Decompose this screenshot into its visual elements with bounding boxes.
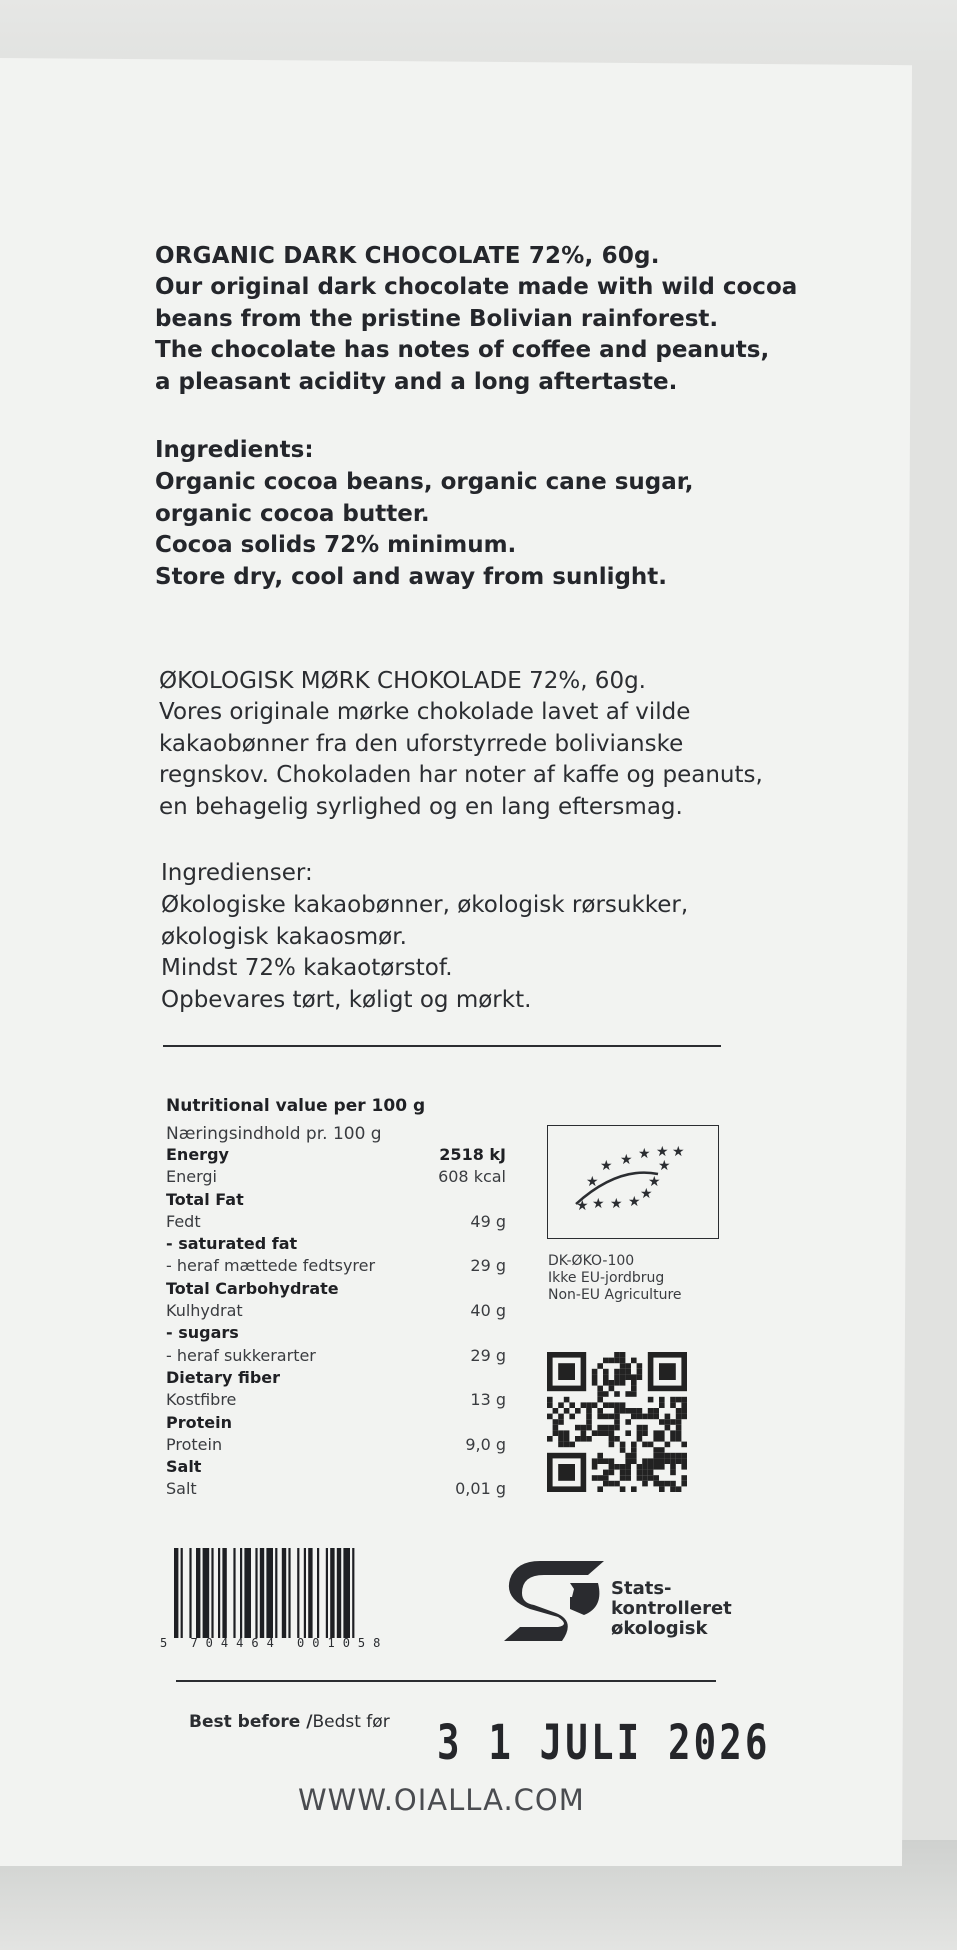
nutrition-label: Salt (166, 1457, 202, 1477)
eu-organic-logo (547, 1125, 719, 1239)
nutrition-row (166, 1189, 506, 1211)
nutrition-row (166, 1389, 506, 1411)
nutrition-row (166, 1367, 506, 1389)
eu-organic-text (548, 1253, 682, 1304)
nutrition-label: Fedt (166, 1211, 201, 1231)
danish-description-line: kakaobønner fra den uforstyrrede bolivianske (159, 730, 684, 757)
nutrition-label: Energy (166, 1145, 229, 1164)
barcode-bar (181, 1548, 183, 1638)
danish-description-line: Vores originale mørke chokolade lavet af vilde (159, 699, 691, 725)
english-description-line: The chocolate has notes of coffee and peanuts, (155, 337, 770, 363)
stats-line: økologisk (611, 1618, 708, 1639)
stats-line: Stats- (611, 1578, 672, 1599)
barcode-bar (196, 1548, 200, 1638)
danish-ingredients-line: Økologiske kakaobønner, økologisk rørsukker, (161, 892, 689, 918)
nutrition-label: Dietary fiber (166, 1367, 281, 1387)
svg-text:★: ★ (658, 1158, 671, 1174)
nutrition-value: 29 g (470, 1256, 506, 1276)
barcode-bar (308, 1548, 312, 1638)
barcode-bar (174, 1548, 178, 1638)
nutrition-value: 2518 kJ (439, 1145, 506, 1164)
nutrition-label: Energi (166, 1167, 217, 1187)
danish-title: ØKOLOGISK MØRK CHOKOLADE 72%, 60g. (159, 668, 646, 694)
english-ingredients-line: Store dry, cool and away from sunlight. (155, 563, 668, 590)
svg-text:★: ★ (628, 1194, 641, 1210)
barcode-bar (266, 1548, 273, 1638)
english-ingredients-line: Cocoa solids 72% minimum. (155, 532, 517, 558)
barcode (174, 1548, 414, 1648)
danish-ingredients-line: Opbevares tørt, køligt og mørkt. (161, 986, 532, 1013)
nutrition-label: - saturated fat (166, 1234, 298, 1254)
nutrition-label: - heraf mættede fedtsyrer (166, 1256, 376, 1276)
nutrition-row (166, 1233, 506, 1255)
english-ingredients (155, 467, 875, 593)
best-before-da: Bedst før (312, 1712, 390, 1732)
svg-text:★: ★ (672, 1144, 685, 1160)
danish-description-line: regnskov. Chokoladen har noter af kaffe og peanuts, (159, 762, 763, 788)
barcode-bar (317, 1548, 319, 1638)
eu-control-code: DK-ØKO-100 (548, 1253, 635, 1269)
barcode-bar (211, 1548, 213, 1638)
svg-text:★: ★ (592, 1196, 605, 1212)
nutrition-row (166, 1255, 506, 1277)
danish-ingredients-heading: Ingredienser: (161, 860, 313, 886)
nutrition-label: Protein (166, 1434, 223, 1454)
english-description-line: a pleasant acidity and a long aftertaste. (155, 368, 678, 395)
barcode-bar (233, 1548, 235, 1638)
nutrition-row (166, 1434, 506, 1456)
nutrition-row (166, 1345, 506, 1367)
barcode-bar (282, 1548, 286, 1638)
eu-leaf-icon (548, 1126, 717, 1237)
nutrition-row (166, 1322, 506, 1344)
svg-text:★: ★ (648, 1174, 661, 1190)
crown-icon (550, 1582, 574, 1597)
nutrition-title: Nutritional value per 100 g (166, 1096, 426, 1116)
nutrition-value: 29 g (470, 1345, 506, 1365)
nutrition-label: Total Carbohydrate (166, 1278, 339, 1298)
nutrition-value: 40 g (470, 1301, 506, 1321)
qr-code (547, 1352, 687, 1492)
barcode-bar (222, 1548, 226, 1638)
nutrition-row (166, 1166, 506, 1188)
barcode-bar (255, 1548, 257, 1638)
statskontrolleret-logo (500, 1553, 608, 1649)
barcode-bar (275, 1548, 277, 1638)
nutrition-value: 13 g (470, 1390, 506, 1410)
divider (163, 1045, 721, 1047)
eu-origin-en: Non-EU Agriculture (548, 1287, 682, 1303)
nutrition-value: 49 g (470, 1211, 506, 1231)
divider-bottom (176, 1680, 716, 1682)
nutrition-value: 9,0 g (465, 1434, 506, 1454)
nutrition-label: Kostfibre (166, 1390, 237, 1410)
danish-ingredients (161, 890, 821, 1016)
stats-line: kontrolleret (611, 1598, 732, 1619)
nutrition-row (166, 1478, 506, 1500)
nutrition-table (166, 1144, 506, 1501)
barcode-bar (240, 1548, 242, 1638)
nutrition-value: 0,01 g (455, 1479, 506, 1499)
barcode-bar (304, 1548, 306, 1638)
svg-text:★: ★ (576, 1198, 589, 1214)
nutrition-row (166, 1456, 506, 1478)
barcode-bar (352, 1548, 354, 1638)
barcode-bar (260, 1548, 264, 1638)
nutrition-label: Total Fat (166, 1189, 244, 1209)
nutrition-row (166, 1211, 506, 1233)
barcode-bar (203, 1548, 210, 1638)
barcode-bar (297, 1548, 299, 1638)
nutrition-subtitle: Næringsindhold pr. 100 g (166, 1124, 382, 1144)
danish-ingredients-line: Mindst 72% kakaotørstof. (161, 955, 453, 981)
barcode-bar (288, 1548, 290, 1638)
english-description-line: beans from the pristine Bolivian rainforest. (155, 305, 719, 332)
nutrition-label: Kulhydrat (166, 1301, 243, 1321)
svg-text:★: ★ (620, 1152, 633, 1168)
svg-text:★: ★ (610, 1196, 623, 1212)
nutrition-label: - heraf sukkerarter (166, 1345, 316, 1365)
svg-text:★: ★ (656, 1144, 669, 1160)
barcode-bar (330, 1548, 334, 1638)
barcode-bar (244, 1548, 251, 1638)
danish-description (159, 697, 819, 823)
barcode-bar (343, 1548, 350, 1638)
best-before-en: Best before / (189, 1712, 313, 1732)
english-description-line: Our original dark chocolate made with wild cocoa (155, 274, 798, 300)
english-description (155, 272, 875, 398)
best-before-date: 3 1 JULI 2026 (437, 1715, 771, 1771)
svg-text:★: ★ (586, 1174, 599, 1190)
statskontrolleret-text (611, 1579, 732, 1639)
eu-origin-da: Ikke EU-jordbrug (548, 1270, 665, 1286)
english-ingredients-line: organic cocoa butter. (155, 500, 430, 527)
danish-description-line: en behagelig syrlighed og en lang eftersmag. (159, 793, 683, 820)
svg-text:★: ★ (600, 1158, 613, 1174)
english-ingredients-line: Organic cocoa beans, organic cane sugar, (155, 469, 694, 495)
nutrition-label: Protein (166, 1412, 232, 1432)
nutrition-row (166, 1144, 506, 1166)
svg-text:★: ★ (638, 1146, 651, 1162)
nutrition-row (166, 1300, 506, 1322)
barcode-bar (326, 1548, 328, 1638)
nutrition-label: Salt (166, 1479, 197, 1499)
nutrition-row (166, 1278, 506, 1300)
english-title: ORGANIC DARK CHOCOLATE 72%, 60g. (155, 243, 660, 269)
danish-ingredients-line: økologisk kakaosmør. (161, 923, 407, 950)
svg-text:★: ★ (640, 1186, 653, 1202)
barcode-digits: 5 704464 001058 (160, 1636, 389, 1650)
barcode-bar (189, 1548, 191, 1638)
website-url: WWW.OIALLA.COM (298, 1783, 585, 1817)
nutrition-label: - sugars (166, 1323, 239, 1343)
english-ingredients-heading: Ingredients: (155, 437, 314, 463)
nutrition-value: 608 kcal (438, 1167, 506, 1187)
best-before-label (189, 1712, 390, 1732)
nutrition-row (166, 1412, 506, 1434)
barcode-bar (337, 1548, 341, 1638)
barcode-bar (218, 1548, 220, 1638)
